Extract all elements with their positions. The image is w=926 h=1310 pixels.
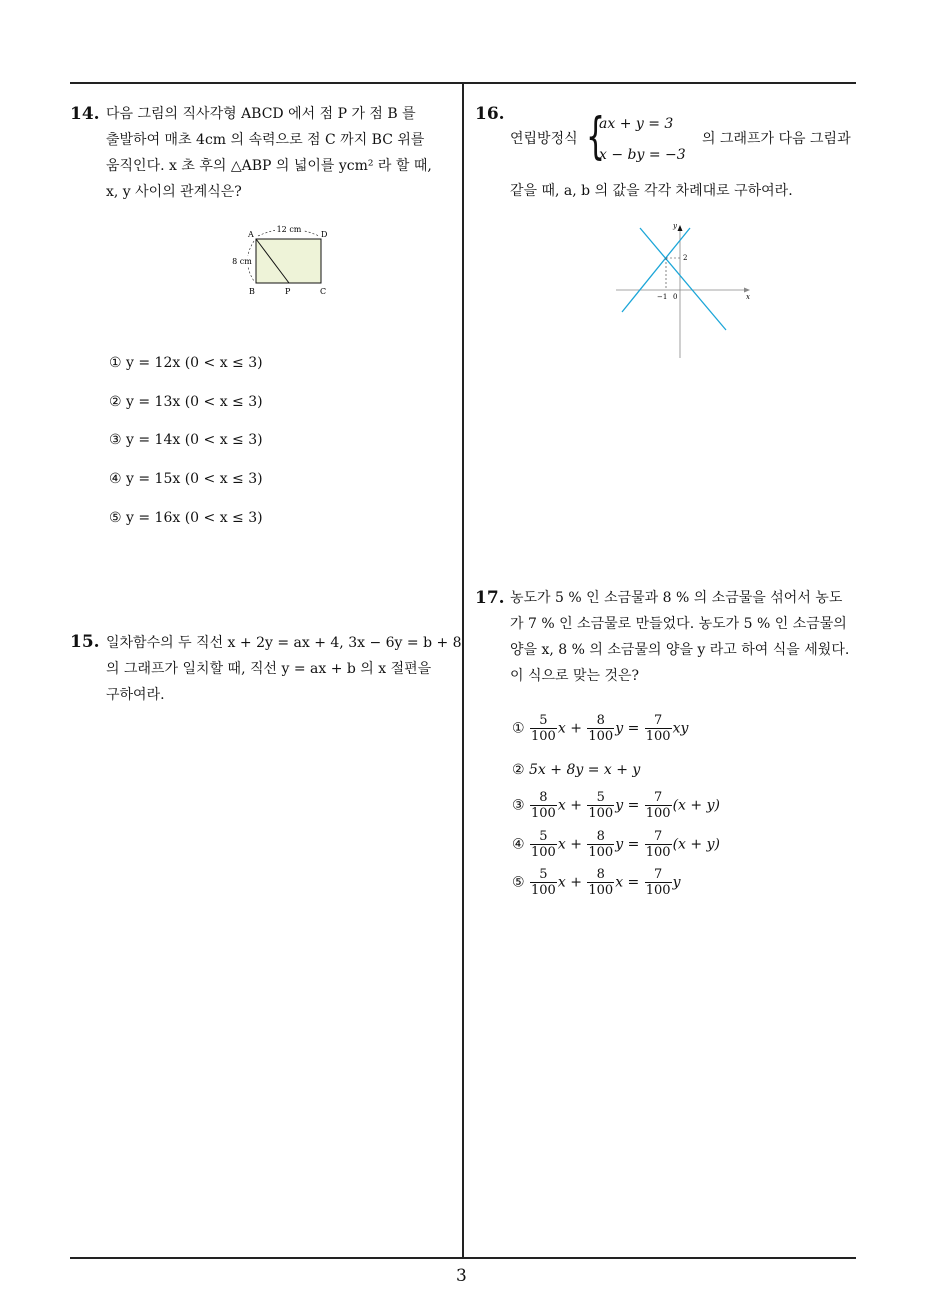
- q14-line: 움직인다. x 초 후의 △ABP 의 넓이를 ycm² 라 할 때,: [106, 158, 432, 174]
- q16-prefix: 연립방정식: [510, 131, 578, 147]
- top-length-label: 12 cm: [276, 225, 302, 234]
- q14-line: 출발하여 매초 4cm 의 속력으로 점 C 까지 BC 위를: [106, 132, 425, 148]
- fraction: $\frac{7}{100}$: [645, 867, 671, 898]
- q16-graph: [612, 220, 762, 360]
- q14-option-2[interactable]: ② y = 13x (0 < x ≤ 3): [109, 394, 263, 410]
- label-c: C: [320, 287, 327, 296]
- fraction: $\frac{5}{100}$: [588, 790, 614, 821]
- q14-option-3[interactable]: ③ y = 14x (0 < x ≤ 3): [109, 432, 263, 448]
- q14-line: 다음 그림의 직사각형 ABCD 에서 점 P 가 점 B 를: [106, 106, 416, 122]
- fraction: $\frac{8}{100}$: [531, 790, 556, 821]
- q15-number: 15.: [70, 632, 100, 652]
- q17-option-5[interactable]: ⑤ $\frac{5}{100}$ x + $\frac{8}{100}$ x = $\frac{7}{100}$ y: [512, 867, 681, 898]
- q17-option-4[interactable]: ④ $\frac{5}{100}$ x + $\frac{8}{100}$ y = $\frac{7}{100}$ (x + y): [512, 829, 720, 860]
- label-d: D: [321, 230, 328, 239]
- q17-option-1[interactable]: ① $\frac{5}{100}$ x + $\frac{8}{100}$ y = $\frac{7}{100}$ xy: [512, 713, 689, 744]
- line-1: [640, 228, 726, 330]
- x-axis-label: x: [746, 293, 750, 301]
- q15-line: 구하여라.: [106, 687, 165, 703]
- x-axis-arrow: [744, 288, 750, 293]
- label-b: B: [249, 287, 255, 296]
- fraction: $\frac{8}{100}$: [588, 829, 614, 860]
- q16-equation-1: ax + y = 3: [599, 116, 674, 132]
- q17-line: 양을 x, 8 % 의 소금물의 양을 y 라고 하여 식을 세웠다.: [510, 642, 850, 658]
- q14-option-1[interactable]: ① y = 12x (0 < x ≤ 3): [109, 355, 263, 371]
- q17-text: [510, 585, 849, 689]
- q17-number: 17.: [475, 588, 505, 608]
- fraction: $\frac{5}{100}$: [531, 867, 556, 898]
- q17-line: 가 7 % 인 소금물로 만들었다. 농도가 5 % 인 소금물의: [510, 616, 847, 632]
- q15-line: 의 그래프가 일치할 때, 직선 y = ax + b 의 x 절편을: [106, 661, 432, 677]
- y-axis-arrow: [678, 225, 683, 231]
- q17-option-3[interactable]: ③ $\frac{8}{100}$ x + $\frac{5}{100}$ y = $\frac{7}{100}$ (x + y): [512, 790, 720, 821]
- rectangle-abcd: [256, 239, 321, 283]
- option-mark: ①: [512, 720, 525, 737]
- q17-line: 농도가 5 % 인 소금물과 8 % 의 소금물을 섞어서 농도: [510, 590, 843, 606]
- q15-text: [106, 630, 462, 708]
- q14-line: x, y 사이의 관계식은?: [106, 184, 242, 200]
- q17-option-2[interactable]: [512, 762, 640, 778]
- label-neg1: −1: [657, 293, 668, 301]
- q14-option-4[interactable]: ④ y = 15x (0 < x ≤ 3): [109, 471, 263, 487]
- fraction: $\frac{8}{100}$: [588, 867, 614, 898]
- option-mark: ②: [512, 762, 525, 778]
- bottom-rule: [70, 1257, 856, 1259]
- q15-line: 일차함수의 두 직선 x + 2y = ax + 4, 3x − 6y = b + 8: [106, 635, 462, 651]
- fraction: $\frac{7}{100}$: [645, 713, 671, 744]
- side-length-label: 8 cm: [232, 257, 252, 266]
- column-divider: [462, 82, 464, 1257]
- fraction: $\frac{5}{100}$: [531, 829, 556, 860]
- label-p: P: [285, 287, 291, 296]
- q14-rectangle-figure: [225, 222, 355, 302]
- option-mark: ⑤: [512, 874, 525, 891]
- q16-equation-2: x − by = −3: [599, 147, 686, 163]
- q14-option-5[interactable]: ⑤ y = 16x (0 < x ≤ 3): [109, 510, 263, 526]
- fraction: $\frac{7}{100}$: [645, 829, 671, 860]
- q16-brace: {: [586, 107, 606, 165]
- q16-number: 16.: [475, 104, 505, 124]
- q14-number: 14.: [70, 104, 100, 124]
- fraction: $\frac{5}{100}$: [531, 713, 556, 744]
- q14-text: [106, 101, 432, 205]
- q16-line2: 같을 때, a, b 의 값을 각각 차례대로 구하여라.: [510, 183, 793, 199]
- option-text: 5x + 8y = x + y: [529, 762, 641, 778]
- fraction: $\frac{8}{100}$: [588, 713, 614, 744]
- label-a: A: [248, 230, 254, 239]
- option-mark: ④: [512, 836, 525, 853]
- fraction: $\frac{7}{100}$: [645, 790, 671, 821]
- page-number: 3: [456, 1266, 467, 1286]
- option-mark: ③: [512, 797, 525, 814]
- label-2: 2: [683, 254, 688, 262]
- q16-suffix: 의 그래프가 다음 그림과: [702, 131, 851, 147]
- q17-line: 이 식으로 맞는 것은?: [510, 668, 640, 684]
- label-0: 0: [673, 293, 678, 301]
- y-axis-label: y: [673, 222, 677, 230]
